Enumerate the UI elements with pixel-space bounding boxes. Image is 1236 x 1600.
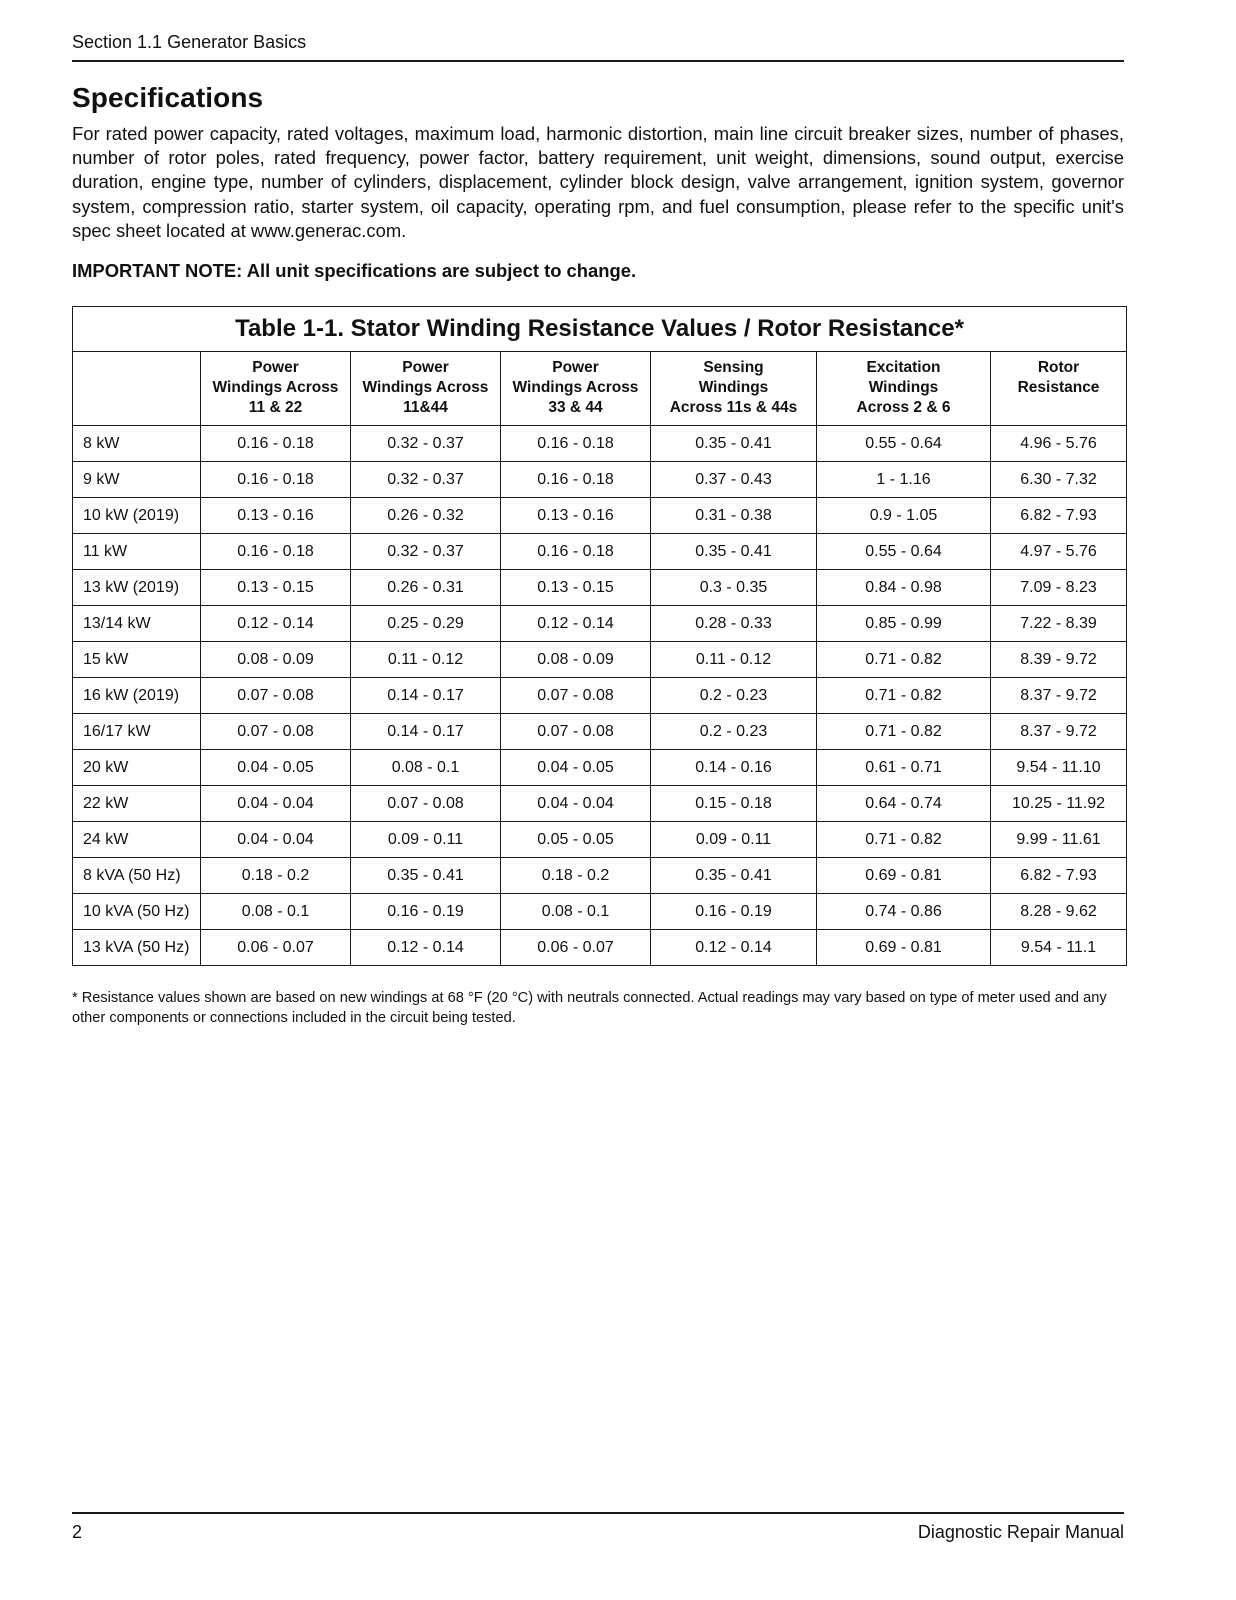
column-header: [201, 352, 351, 426]
column-header-line: Rotor: [1037, 359, 1080, 376]
value-cell: 0.28 - 0.33: [651, 606, 817, 642]
value-cell: 0.08 - 0.1: [201, 894, 351, 930]
intro-paragraph: For rated power capacity, rated voltages, maximum load, harmonic distortion, main line circuit breaker sizes, number of phases, number of rotor poles, rated frequency, power factor, battery requirement, unit weight, dimensions, sound output, exercise duration, engine type, number of cylinders, displacement, cylinder block design, valve arrangement, ignition system, governor system, compression ratio, starter system, oil capacity, operating rpm, and fuel consumption, please refer to the specific unit's spec sheet located at www.generac.com.: [72, 123, 1124, 241]
value-cell: 9.54 - 11.10: [991, 750, 1127, 786]
value-cell: 0.16 - 0.19: [351, 894, 501, 930]
value-cell: 0.04 - 0.04: [501, 786, 651, 822]
important-note: IMPORTANT NOTE: All unit specifications are subject to change.: [72, 260, 637, 281]
column-header-line: Power: [552, 359, 599, 376]
value-cell: 0.55 - 0.64: [817, 426, 991, 462]
column-header-line: Resistance: [1017, 379, 1100, 396]
table-row: [73, 930, 1127, 966]
row-label-cell: 11 kW: [73, 534, 201, 570]
table-row: [73, 426, 1127, 462]
value-cell: 10.25 - 11.92: [991, 786, 1127, 822]
table-row: [73, 570, 1127, 606]
value-cell: 0.26 - 0.32: [351, 498, 501, 534]
value-cell: 0.08 - 0.1: [351, 750, 501, 786]
resistance-table: [72, 306, 1127, 966]
column-header: [501, 352, 651, 426]
table-header-row: [73, 352, 1127, 426]
value-cell: 8.37 - 9.72: [991, 714, 1127, 750]
value-cell: 6.82 - 7.93: [991, 858, 1127, 894]
value-cell: 0.04 - 0.05: [501, 750, 651, 786]
page-number: 2: [72, 1522, 83, 1542]
value-cell: 0.13 - 0.16: [201, 498, 351, 534]
value-cell: 0.12 - 0.14: [351, 930, 501, 966]
column-header-line: Windings Across: [212, 379, 339, 396]
value-cell: 0.09 - 0.11: [351, 822, 501, 858]
value-cell: 0.14 - 0.16: [651, 750, 817, 786]
value-cell: 0.16 - 0.18: [201, 462, 351, 498]
value-cell: 0.64 - 0.74: [817, 786, 991, 822]
value-cell: 0.69 - 0.81: [817, 930, 991, 966]
row-label-cell: 13 kW (2019): [73, 570, 201, 606]
column-header-line: Sensing: [703, 359, 764, 376]
column-header-line: Power: [252, 359, 299, 376]
value-cell: 0.74 - 0.86: [817, 894, 991, 930]
value-cell: 0.2 - 0.23: [651, 714, 817, 750]
value-cell: 0.08 - 0.09: [201, 642, 351, 678]
section-label: Section 1.1 Generator Basics: [72, 32, 307, 52]
value-cell: 7.22 - 8.39: [991, 606, 1127, 642]
value-cell: 0.37 - 0.43: [651, 462, 817, 498]
table-row: [73, 786, 1127, 822]
column-header-line: Power: [402, 359, 449, 376]
value-cell: 0.15 - 0.18: [651, 786, 817, 822]
value-cell: 6.30 - 7.32: [991, 462, 1127, 498]
value-cell: 0.18 - 0.2: [501, 858, 651, 894]
value-cell: 0.04 - 0.05: [201, 750, 351, 786]
value-cell: 9.54 - 11.1: [991, 930, 1127, 966]
row-label-cell: 9 kW: [73, 462, 201, 498]
value-cell: 0.11 - 0.12: [351, 642, 501, 678]
value-cell: 0.71 - 0.82: [817, 678, 991, 714]
value-cell: 0.71 - 0.82: [817, 642, 991, 678]
value-cell: 0.07 - 0.08: [501, 678, 651, 714]
value-cell: 0.71 - 0.82: [817, 714, 991, 750]
value-cell: 0.05 - 0.05: [501, 822, 651, 858]
row-label-cell: 13/14 kW: [73, 606, 201, 642]
value-cell: 0.32 - 0.37: [351, 534, 501, 570]
row-label-cell: 20 kW: [73, 750, 201, 786]
page-title: Specifications: [72, 82, 264, 113]
table-row: [73, 750, 1127, 786]
value-cell: 0.06 - 0.07: [501, 930, 651, 966]
table-row: [73, 822, 1127, 858]
value-cell: 0.18 - 0.2: [201, 858, 351, 894]
value-cell: 0.08 - 0.09: [501, 642, 651, 678]
value-cell: 8.37 - 9.72: [991, 678, 1127, 714]
value-cell: 0.13 - 0.15: [201, 570, 351, 606]
value-cell: 0.25 - 0.29: [351, 606, 501, 642]
table-row: [73, 678, 1127, 714]
row-label-cell: 8 kVA (50 Hz): [73, 858, 201, 894]
value-cell: 0.71 - 0.82: [817, 822, 991, 858]
manual-name: Diagnostic Repair Manual: [917, 1522, 1124, 1542]
value-cell: 0.04 - 0.04: [201, 786, 351, 822]
value-cell: 0.08 - 0.1: [501, 894, 651, 930]
value-cell: 0.06 - 0.07: [201, 930, 351, 966]
value-cell: 0.32 - 0.37: [351, 462, 501, 498]
table-row: [73, 498, 1127, 534]
column-header-line: Windings Across: [512, 379, 639, 396]
column-header-line: Windings: [698, 379, 769, 396]
column-header-line: 11&44: [403, 399, 448, 416]
value-cell: 0.3 - 0.35: [651, 570, 817, 606]
value-cell: 0.11 - 0.12: [651, 642, 817, 678]
column-header-line: Across 2 & 6: [856, 399, 951, 416]
value-cell: 0.07 - 0.08: [201, 678, 351, 714]
row-label-cell: 13 kVA (50 Hz): [73, 930, 201, 966]
value-cell: 0.2 - 0.23: [651, 678, 817, 714]
row-label-cell: 15 kW: [73, 642, 201, 678]
value-cell: 0.12 - 0.14: [651, 930, 817, 966]
value-cell: 0.16 - 0.18: [501, 462, 651, 498]
value-cell: 4.97 - 5.76: [991, 534, 1127, 570]
value-cell: 0.26 - 0.31: [351, 570, 501, 606]
column-header-line: Windings: [868, 379, 939, 396]
value-cell: 4.96 - 5.76: [991, 426, 1127, 462]
column-header: [991, 352, 1127, 426]
value-cell: 0.04 - 0.04: [201, 822, 351, 858]
value-cell: 0.16 - 0.19: [651, 894, 817, 930]
value-cell: 0.12 - 0.14: [501, 606, 651, 642]
value-cell: 0.31 - 0.38: [651, 498, 817, 534]
row-label-cell: 16/17 kW: [73, 714, 201, 750]
value-cell: 0.55 - 0.64: [817, 534, 991, 570]
value-cell: 0.85 - 0.99: [817, 606, 991, 642]
table-row: [73, 714, 1127, 750]
value-cell: 0.14 - 0.17: [351, 678, 501, 714]
value-cell: 7.09 - 8.23: [991, 570, 1127, 606]
value-cell: 0.07 - 0.08: [351, 786, 501, 822]
value-cell: 0.84 - 0.98: [817, 570, 991, 606]
row-label-cell: 16 kW (2019): [73, 678, 201, 714]
value-cell: 0.16 - 0.18: [501, 426, 651, 462]
column-header-line: 33 & 44: [548, 399, 603, 416]
value-cell: 6.82 - 7.93: [991, 498, 1127, 534]
table-title: Table 1-1. Stator Winding Resistance Values / Rotor Resistance*: [73, 307, 1127, 352]
page-header: [72, 30, 1124, 62]
value-cell: 0.61 - 0.71: [817, 750, 991, 786]
table-row: [73, 534, 1127, 570]
column-header: [73, 352, 201, 426]
column-header: [351, 352, 501, 426]
value-cell: 0.9 - 1.05: [817, 498, 991, 534]
value-cell: 0.16 - 0.18: [501, 534, 651, 570]
value-cell: 8.39 - 9.72: [991, 642, 1127, 678]
row-label-cell: 22 kW: [73, 786, 201, 822]
value-cell: 0.07 - 0.08: [501, 714, 651, 750]
column-header-line: Windings Across: [362, 379, 489, 396]
value-cell: 0.32 - 0.37: [351, 426, 501, 462]
value-cell: 0.13 - 0.15: [501, 570, 651, 606]
column-header-line: Excitation: [866, 359, 941, 376]
value-cell: 0.35 - 0.41: [651, 534, 817, 570]
column-header: [651, 352, 817, 426]
table-row: [73, 642, 1127, 678]
value-cell: 0.09 - 0.11: [651, 822, 817, 858]
table-row: [73, 894, 1127, 930]
value-cell: 0.07 - 0.08: [201, 714, 351, 750]
row-label-cell: 10 kVA (50 Hz): [73, 894, 201, 930]
value-cell: 0.14 - 0.17: [351, 714, 501, 750]
table-row: [73, 462, 1127, 498]
column-header-line: 11 & 22: [248, 399, 303, 416]
value-cell: 0.35 - 0.41: [651, 858, 817, 894]
value-cell: 1 - 1.16: [817, 462, 991, 498]
table-footnote: * Resistance values shown are based on new windings at 68 °F (20 °C) with neutrals connected. Actual readings may vary based on type of meter used and any other components or connections included in the circuit being tested.: [72, 990, 1107, 1026]
row-label-cell: 8 kW: [73, 426, 201, 462]
page-footer: [72, 1512, 1124, 1548]
column-header-line: Across 11s & 44s: [669, 399, 798, 416]
column-header: [817, 352, 991, 426]
value-cell: 0.35 - 0.41: [651, 426, 817, 462]
table-row: [73, 858, 1127, 894]
value-cell: 0.13 - 0.16: [501, 498, 651, 534]
value-cell: 0.16 - 0.18: [201, 426, 351, 462]
value-cell: 0.12 - 0.14: [201, 606, 351, 642]
table-row: [73, 606, 1127, 642]
table-body: [73, 426, 1127, 966]
value-cell: 0.16 - 0.18: [201, 534, 351, 570]
row-label-cell: 10 kW (2019): [73, 498, 201, 534]
value-cell: 0.69 - 0.81: [817, 858, 991, 894]
value-cell: 0.35 - 0.41: [351, 858, 501, 894]
row-label-cell: 24 kW: [73, 822, 201, 858]
value-cell: 9.99 - 11.61: [991, 822, 1127, 858]
value-cell: 8.28 - 9.62: [991, 894, 1127, 930]
